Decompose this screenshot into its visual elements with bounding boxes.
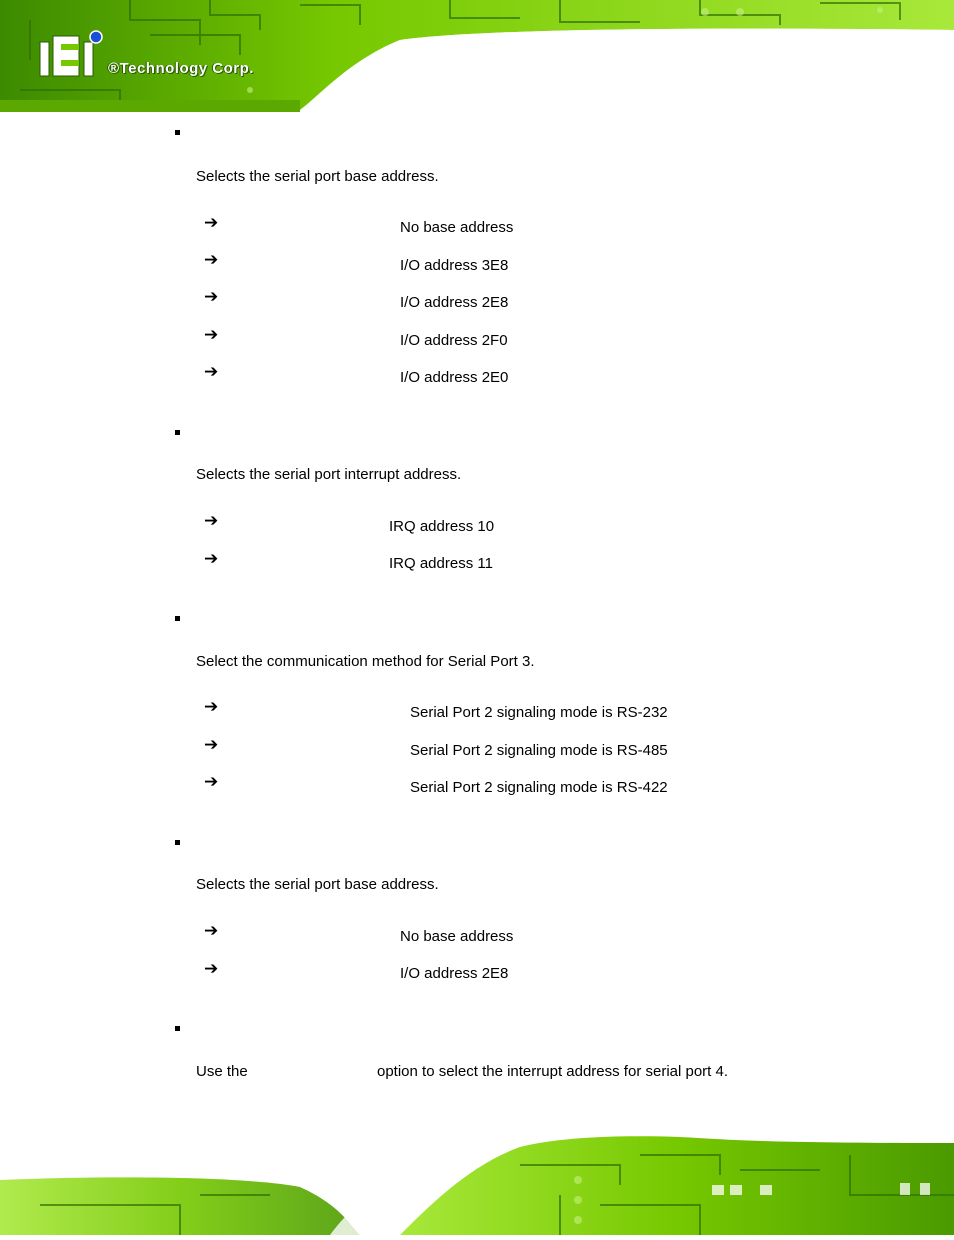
option-description: IRQ address 11	[389, 555, 493, 572]
section-bullet	[175, 430, 180, 435]
iei-logo-icon	[38, 30, 108, 80]
section-bullet	[175, 616, 180, 621]
arrow-icon: ➔	[204, 250, 219, 270]
brand-name: ®Technology Corp.	[108, 60, 254, 77]
section-description-suffix: option to select the interrupt address for serial port 4.	[377, 1063, 729, 1080]
arrow-icon: ➔	[204, 287, 219, 307]
option-description: No base address	[400, 928, 514, 945]
arrow-icon: ➔	[204, 549, 219, 569]
arrow-icon: ➔	[204, 511, 219, 531]
option-description: IRQ address 10	[389, 518, 495, 535]
section-bullet	[175, 1026, 180, 1031]
circuit-board-footer	[0, 1125, 954, 1235]
arrow-icon: ➔	[204, 213, 219, 233]
option-description: Serial Port 2 signaling mode is RS-485	[410, 742, 668, 759]
arrow-icon: ➔	[204, 959, 219, 979]
arrow-icon: ➔	[204, 735, 219, 755]
section-description: Selects the serial port interrupt address.	[196, 466, 462, 483]
option-description: I/O address 2E8	[400, 965, 509, 982]
section-description: Select the communication method for Serial Port 3.	[196, 653, 535, 670]
arrow-icon: ➔	[204, 921, 219, 941]
arrow-icon: ➔	[204, 697, 219, 717]
section-description: Selects the serial port base address.	[196, 876, 439, 893]
section-bullet	[175, 130, 180, 135]
section-bullet	[175, 840, 180, 845]
arrow-icon: ➔	[204, 772, 219, 792]
option-description: I/O address 3E8	[400, 257, 509, 274]
circuit-board-banner	[0, 0, 954, 112]
option-description: Serial Port 2 signaling mode is RS-232	[410, 704, 668, 721]
option-description: I/O address 2E8	[400, 294, 509, 311]
section-description-prefix: Use the	[196, 1063, 248, 1080]
page-footer	[0, 1125, 954, 1235]
page-header	[0, 0, 954, 112]
iei-logo	[38, 30, 108, 80]
section-description: Selects the serial port base address.	[196, 168, 439, 185]
option-description: No base address	[400, 219, 514, 236]
arrow-icon: ➔	[204, 325, 219, 345]
option-description: Serial Port 2 signaling mode is RS-422	[410, 779, 668, 796]
arrow-icon: ➔	[204, 362, 219, 382]
option-description: I/O address 2E0	[400, 369, 509, 386]
option-description: I/O address 2F0	[400, 332, 508, 349]
